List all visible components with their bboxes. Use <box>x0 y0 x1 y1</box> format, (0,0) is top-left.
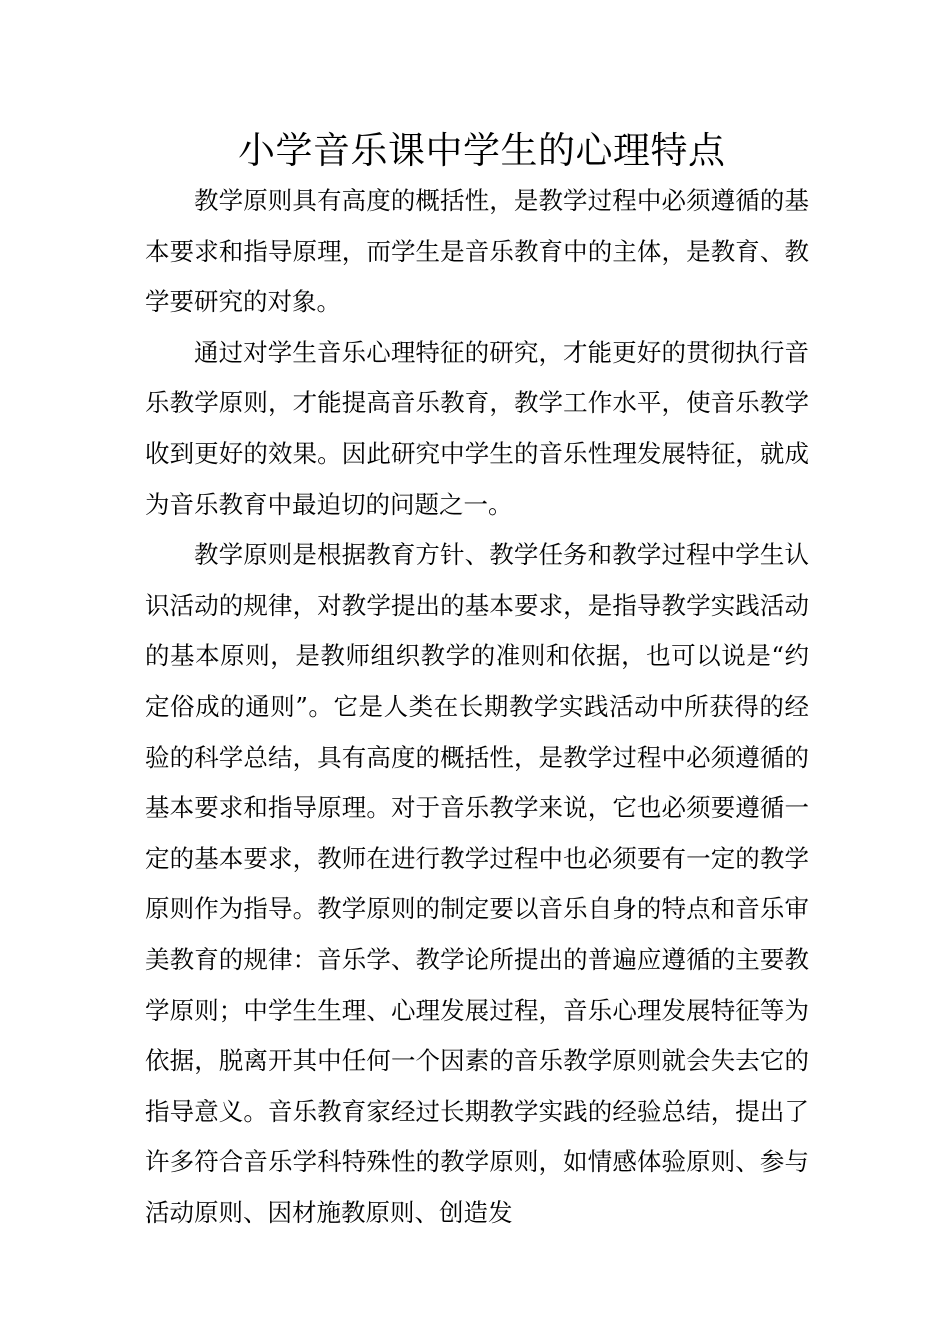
document-title: 小学音乐课中学生的心理特点 <box>238 129 726 172</box>
paragraph-3: 教学原则是根据教育方针、教学任务和教学过程中学生认识活动的规律，对教学提出的基本要求，是指导教学实践活动的基本原则，是教师组织教学的准则和依据，也可以说是“约定俗成的通则”。它是人类在长期教学实践活动中所获得的经验的科学总结，具有高度的概括性，是教学过程中必须遵循的基本要求和指导原理。对于音乐教学来说，它也必须要遵循一定的基本要求，教师在进行教学过程中也必须要有一定的教学原则作为指导。教学原则的制定要以音乐自身的特点和音乐审美教育的规律：音乐学、教学论所提出的普遍应遵循的主要教学原则；中学生生理、心理发展过程，音乐心理发展特征等为依据，脱离开其中任何一个因素的音乐教学原则就会失去它的指导意义。音乐教育家经过长期教学实践的经验总结，提出了许多符合音乐学科特殊性的教学原则，如情感体验原则、参与活动原则、因材施教原则、创造发 <box>145 540 809 1227</box>
paragraph-1: 教学原则具有高度的概括性，是教学过程中必须遵循的基本要求和指导原理，而学生是音乐教育中的主体，是教育、教学要研究的对象。 <box>145 186 809 317</box>
document-body <box>145 176 809 1238</box>
paragraph-2: 通过对学生音乐心理特征的研究，才能更好的贯彻执行音乐教学原则，才能提高音乐教育，教学工作水平，使音乐教学收到更好的效果。因此研究中学生的音乐性理发展特征，就成为音乐教育中最迫切的问题之一。 <box>145 337 809 519</box>
